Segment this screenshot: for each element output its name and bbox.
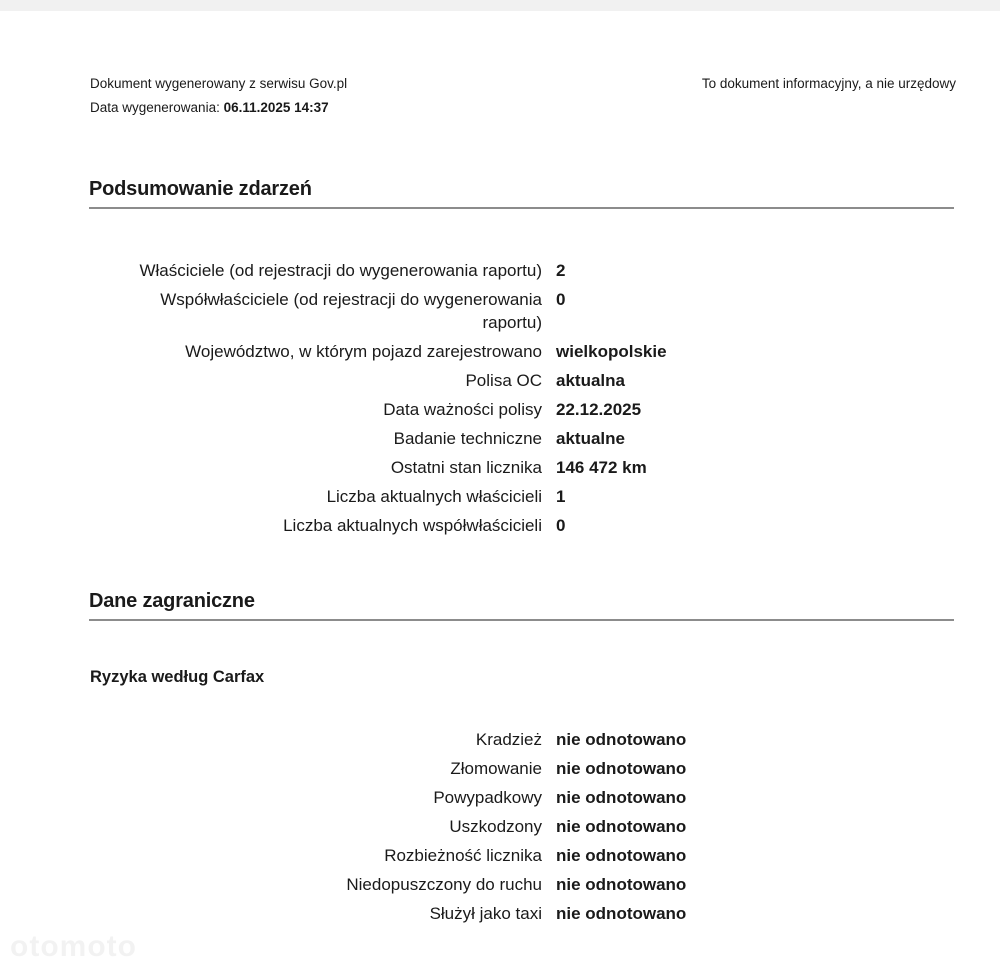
table-row bbox=[0, 815, 1000, 838]
row-label: Służył jako taxi bbox=[429, 904, 542, 923]
row-value: nie odnotowano bbox=[556, 875, 687, 894]
disclaimer: To dokument informacyjny, a nie urzędowy bbox=[701, 76, 956, 91]
row-label: Data ważności polisy bbox=[383, 400, 542, 419]
row-label: Powypadkowy bbox=[433, 788, 542, 807]
carfax-subheading: Ryzyka według Carfax bbox=[90, 668, 265, 686]
generation-date-line bbox=[90, 96, 956, 120]
section-title-summary: Podsumowanie zdarzeń bbox=[89, 178, 954, 209]
row-value: nie odnotowano bbox=[556, 788, 687, 807]
row-label: Województwo, w którym pojazd zarejestrowano bbox=[185, 342, 542, 361]
row-value: nie odnotowano bbox=[556, 904, 687, 923]
table-row bbox=[0, 259, 1000, 282]
table-row bbox=[0, 456, 1000, 479]
top-strip bbox=[0, 0, 1000, 11]
row-value: nie odnotowano bbox=[556, 730, 687, 749]
watermark-logo: otomoto bbox=[10, 930, 137, 963]
document-header bbox=[90, 72, 956, 120]
table-row bbox=[0, 288, 1000, 334]
generation-date-value: 06.11.2025 14:37 bbox=[223, 100, 329, 115]
table-row bbox=[0, 514, 1000, 537]
row-label: Uszkodzony bbox=[449, 817, 542, 836]
row-label: Liczba aktualnych właścicieli bbox=[326, 487, 542, 506]
row-value: 1 bbox=[556, 487, 566, 506]
table-row bbox=[0, 844, 1000, 867]
row-label: Złomowanie bbox=[450, 759, 542, 778]
section-title-foreign: Dane zagraniczne bbox=[89, 590, 954, 621]
table-row bbox=[0, 398, 1000, 421]
source-line: Dokument wygenerowany z serwisu Gov.pl bbox=[90, 76, 348, 91]
row-value: aktualna bbox=[556, 371, 625, 390]
row-value: 0 bbox=[556, 290, 566, 309]
table-row bbox=[0, 786, 1000, 809]
row-label: Badanie techniczne bbox=[393, 429, 542, 448]
row-value: nie odnotowano bbox=[556, 846, 687, 865]
row-label: Właściciele (od rejestracji do wygenerowania raportu) bbox=[139, 261, 542, 280]
row-value: wielkopolskie bbox=[556, 342, 667, 361]
row-label: Niedopuszczony do ruchu bbox=[346, 875, 542, 894]
row-label: Rozbieżność licznika bbox=[384, 846, 542, 865]
row-label: Ostatni stan licznika bbox=[390, 458, 542, 477]
row-label: Polisa OC bbox=[465, 371, 542, 390]
table-row bbox=[0, 873, 1000, 896]
table-row bbox=[0, 757, 1000, 780]
row-label: Kradzież bbox=[475, 730, 542, 749]
row-value: nie odnotowano bbox=[556, 817, 687, 836]
table-row bbox=[0, 485, 1000, 508]
table-row bbox=[0, 902, 1000, 925]
carfax-table bbox=[0, 728, 1000, 931]
row-value: nie odnotowano bbox=[556, 759, 687, 778]
row-value: aktualne bbox=[556, 429, 625, 448]
table-row bbox=[0, 427, 1000, 450]
row-label: Liczba aktualnych współwłaścicieli bbox=[283, 516, 542, 535]
row-value: 22.12.2025 bbox=[556, 400, 642, 419]
summary-table bbox=[0, 259, 1000, 543]
table-row bbox=[0, 369, 1000, 392]
row-value: 0 bbox=[556, 516, 566, 535]
row-label: Współwłaściciele (od rejestracji do wygenerowania raportu) bbox=[160, 290, 542, 332]
table-row bbox=[0, 728, 1000, 751]
table-row bbox=[0, 340, 1000, 363]
row-value: 2 bbox=[556, 261, 566, 280]
row-value: 146 472 km bbox=[556, 458, 647, 477]
generation-date-label: Data wygenerowania: bbox=[90, 100, 224, 115]
